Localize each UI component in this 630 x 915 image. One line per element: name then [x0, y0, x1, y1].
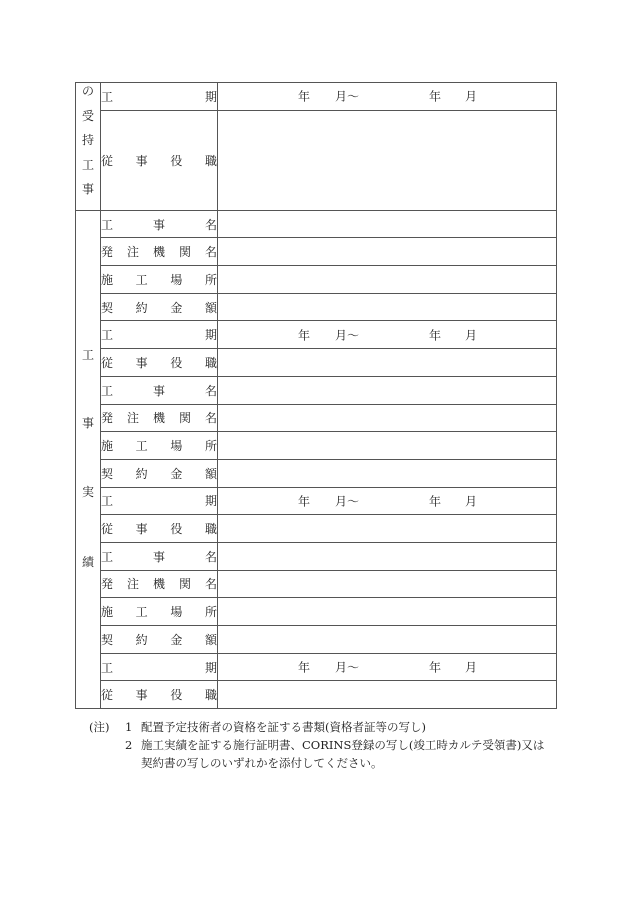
note-text-continued: 契約書の写しのいずれかを添付してください。 — [141, 756, 383, 770]
form-table — [75, 82, 557, 709]
table-row — [76, 432, 557, 460]
section-ongoing-label: の 受 持 工 事 — [76, 83, 101, 211]
table-row — [76, 349, 557, 377]
label-period: 工 期 — [101, 83, 218, 111]
note-item — [89, 736, 544, 754]
label-role: 従 事 役 職 — [101, 110, 218, 210]
project-name-field[interactable] — [218, 210, 557, 238]
location-field[interactable] — [218, 598, 557, 626]
note-text: 施工実績を証する施行証明書、CORINS登録の写し(竣工時カルテ受領書)又は — [141, 738, 545, 752]
table-row — [76, 542, 557, 570]
period-field[interactable]: 年 月〜 年 月 — [218, 321, 557, 349]
label-location: 施 工 場 所 — [101, 432, 218, 460]
label-role: 従 事 役 職 — [101, 681, 218, 709]
table-row — [76, 570, 557, 598]
client-field[interactable] — [218, 404, 557, 432]
label-period: 工 期 — [101, 321, 218, 349]
amount-field[interactable] — [218, 293, 557, 321]
role-field[interactable] — [218, 110, 557, 210]
label-period: 工 期 — [101, 653, 218, 681]
label-amount: 契 約 金 額 — [101, 459, 218, 487]
note-number: 2 — [125, 738, 133, 752]
label-project-name: 工 事 名 — [101, 210, 218, 238]
table-row — [76, 376, 557, 404]
label-client: 発注機関名 — [101, 404, 218, 432]
label-project-name: 工 事 名 — [101, 542, 218, 570]
table-row — [76, 626, 557, 654]
project-name-field[interactable] — [218, 542, 557, 570]
table-row — [76, 459, 557, 487]
note-text: 配置予定技術者の資格を証する書類(資格者証等の写し) — [141, 720, 426, 734]
note-tag: (注) — [89, 720, 110, 734]
note-number: 1 — [125, 720, 133, 734]
table-row — [76, 487, 557, 515]
location-field[interactable] — [218, 266, 557, 294]
amount-field[interactable] — [218, 459, 557, 487]
table-row — [76, 515, 557, 543]
role-field[interactable] — [218, 681, 557, 709]
role-field[interactable] — [218, 349, 557, 377]
table-row — [76, 321, 557, 349]
table-row — [76, 83, 557, 111]
period-field[interactable]: 年 月〜 年 月 — [218, 653, 557, 681]
table-row — [76, 681, 557, 709]
label-role: 従 事 役 職 — [101, 349, 218, 377]
label-client: 発注機関名 — [101, 238, 218, 266]
label-amount: 契 約 金 額 — [101, 293, 218, 321]
client-field[interactable] — [218, 570, 557, 598]
table-row — [76, 404, 557, 432]
label-role: 従 事 役 職 — [101, 515, 218, 543]
role-field[interactable] — [218, 515, 557, 543]
label-project-name: 工 事 名 — [101, 376, 218, 404]
label-location: 施 工 場 所 — [101, 266, 218, 294]
label-amount: 契 約 金 額 — [101, 626, 218, 654]
label-location: 施 工 場 所 — [101, 598, 218, 626]
note-item — [89, 718, 544, 736]
period-field[interactable]: 年 月〜 年 月 — [218, 83, 557, 111]
table-row — [76, 598, 557, 626]
section-results-label: 工 事 実 績 — [76, 210, 101, 708]
table-row — [76, 110, 557, 210]
table-row — [76, 293, 557, 321]
location-field[interactable] — [218, 432, 557, 460]
project-name-field[interactable] — [218, 376, 557, 404]
label-period: 工 期 — [101, 487, 218, 515]
table-row — [76, 210, 557, 238]
label-client: 発注機関名 — [101, 570, 218, 598]
period-field[interactable]: 年 月〜 年 月 — [218, 487, 557, 515]
table-row — [76, 238, 557, 266]
client-field[interactable] — [218, 238, 557, 266]
notes — [89, 718, 544, 772]
table-row — [76, 266, 557, 294]
amount-field[interactable] — [218, 626, 557, 654]
table-row — [76, 653, 557, 681]
